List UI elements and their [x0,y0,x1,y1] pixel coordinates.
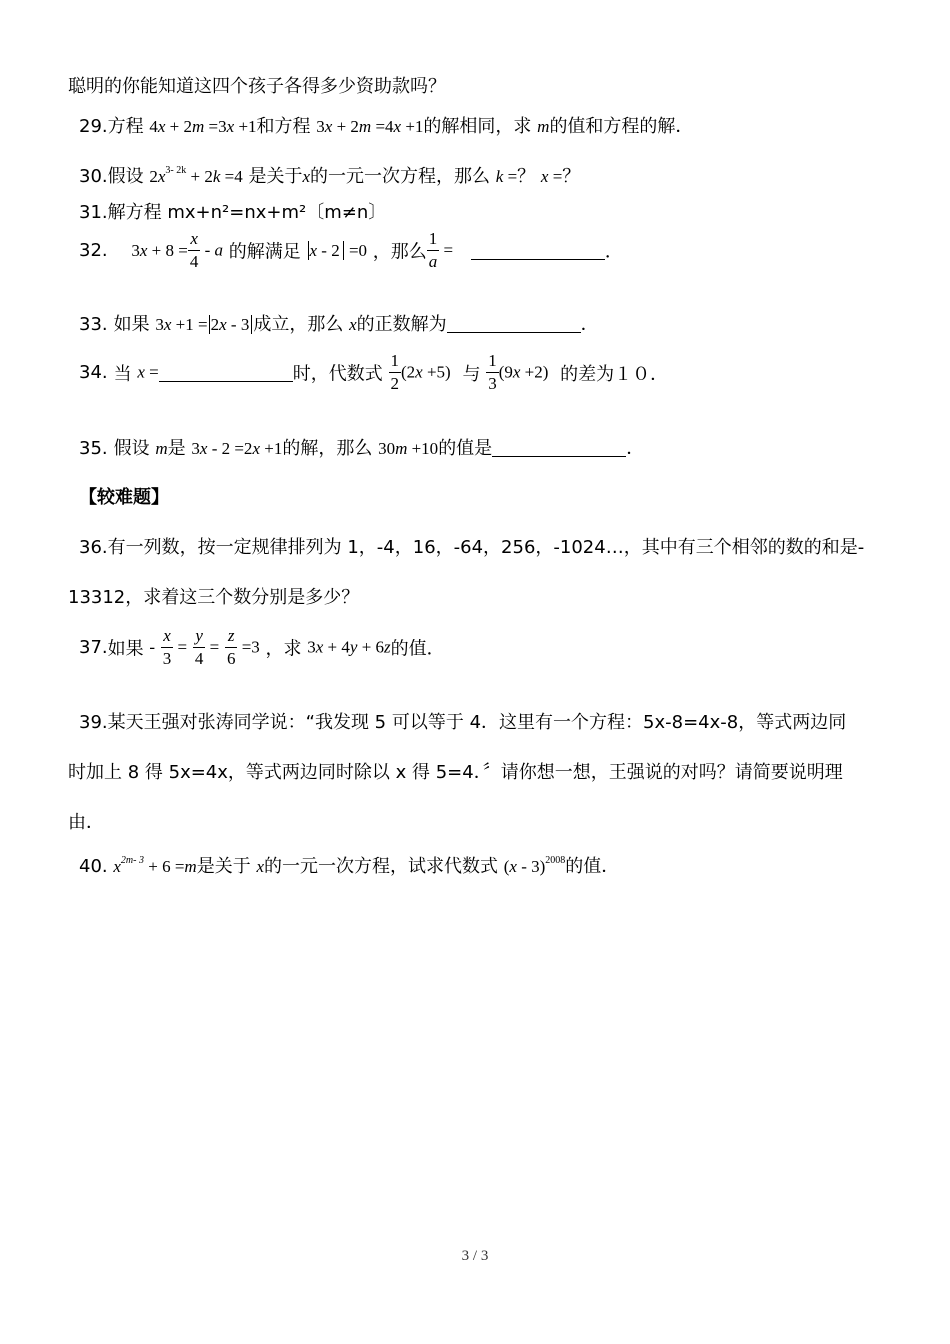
question-39-line-2: 时加上 8 得 5x=4x，等式两边同时除以 x 得 5=4．〞请你想一想，王强说的对吗？请简要说明理 [68,762,843,783]
answer-blank[interactable] [471,241,605,260]
variable-m: m [537,117,550,136]
question-33: 33. 如果 3x +1 = 2x - 3 成立，那么 x的正数解为 ． [79,314,599,335]
question-35: 35. 假设 m是 3x - 2 =2x +1的解，那么 30m +10的值是 ． [79,438,645,459]
fraction-z-over-6: $\frac{z}{6}$ [226,626,236,668]
question-number: 31. [79,202,108,223]
page-number: 3 / 3 [461,1248,489,1264]
fraction-x-over-3: $\frac{x}{3}$ [162,626,172,668]
question-36-line-2: 13312，求着这三个数分别是多少？ [68,587,360,608]
question-37: 37.如果 - $\frac{x}{3}$ = $\frac{y}{4}$ = $\frac{z}{6}$ =3 ，求 3x + 4y + 6z的值． [79,626,445,668]
question-number: 35. [79,438,108,459]
fraction-x-over-4: $\frac{x}{4}$ [189,229,199,271]
question-32: 32. 3x + 8 = $\frac{x}{4}$ - a 的解满足 x - 2 =0 ，那么 $\frac{1}{a}$ = ． [79,229,623,271]
answer-blank[interactable] [447,314,581,333]
section-heading: 【较难题】 [79,487,169,508]
expression: 3x + 4y + 6z [307,637,391,657]
question-number: 40. [79,856,108,877]
answer-blank[interactable] [492,438,626,457]
question-31: 31.解方程 mx+n²=nx+m²〔m≠n〕 [79,202,387,223]
question-number: 33. [79,314,108,335]
question-39-line-3: 由． [68,812,104,833]
question-29: 29.方程 4x + 2m =3x +1和方程 3x + 2m =4x +1的解相同，求 m的值和方程的解． [79,116,694,137]
absolute-value: x - 2 =0 [309,240,368,260]
answer-blank[interactable] [159,363,293,382]
fraction-y-over-4: $\frac{y}{4}$ [194,626,204,668]
question-30: 30.假设 $2x^{3- 2k} + 2k =4$ 是关于x的一元一次方程，那么 k =？ x =？ [79,165,581,187]
expression: 30m +10 [378,439,439,458]
equation: 3x - 2 =2x +1 [191,439,283,458]
question-40: 40. $x^{2m- 3} + 6 =m$是关于 x的一元一次方程，试求代数式 (x - 3)$^{2008}$的值． [79,855,620,877]
question-39-line-1: 39.某天王强对张涛同学说：“我发现 5 可以等于 4．这里有一个方程：5x-8=4x-8，等式两边同 [79,712,847,733]
question-number: 34. [79,362,108,383]
question-number: 32. [79,240,108,261]
equation-2: 3x + 2m =4x +1 [316,117,424,136]
equation: 3x + 8 = [131,240,188,260]
equation: $2x^{3- 2k} + 2k =4$ [149,165,243,186]
question-number: 30. [79,166,108,187]
fraction-one-third: $\frac{1}{3}$ [488,351,497,393]
question-36-line-1: 36.有一列数，按一定规律排列为 1，-4，16，-64，256，-1024…，其中有三个相邻的数的和是- [79,537,865,558]
equation: $x^{2m- 3} + 6 =m$ [113,855,197,876]
question-number: 37. [79,637,108,658]
equation: 3x +1 = 2x - 3 [155,315,253,334]
fraction-1-over-a: $\frac{1}{a}$ [428,229,438,271]
expression: (x - 3)$^{2008}$ [503,855,566,876]
equation-1: 4x + 2m =3x +1 [149,117,257,136]
question-34: 34. 当 x = 时，代数式 $\frac{1}{2}$ (2x +5) 与 $\frac{1}{3}$ (9x +2) 的差为１０． [79,351,669,393]
fraction-one-half: $\frac{1}{2}$ [390,351,399,393]
intro-line: 聪明的你能知道这四个孩子各得多少资助款吗？ [68,76,446,97]
question-number: 29. [79,116,108,137]
